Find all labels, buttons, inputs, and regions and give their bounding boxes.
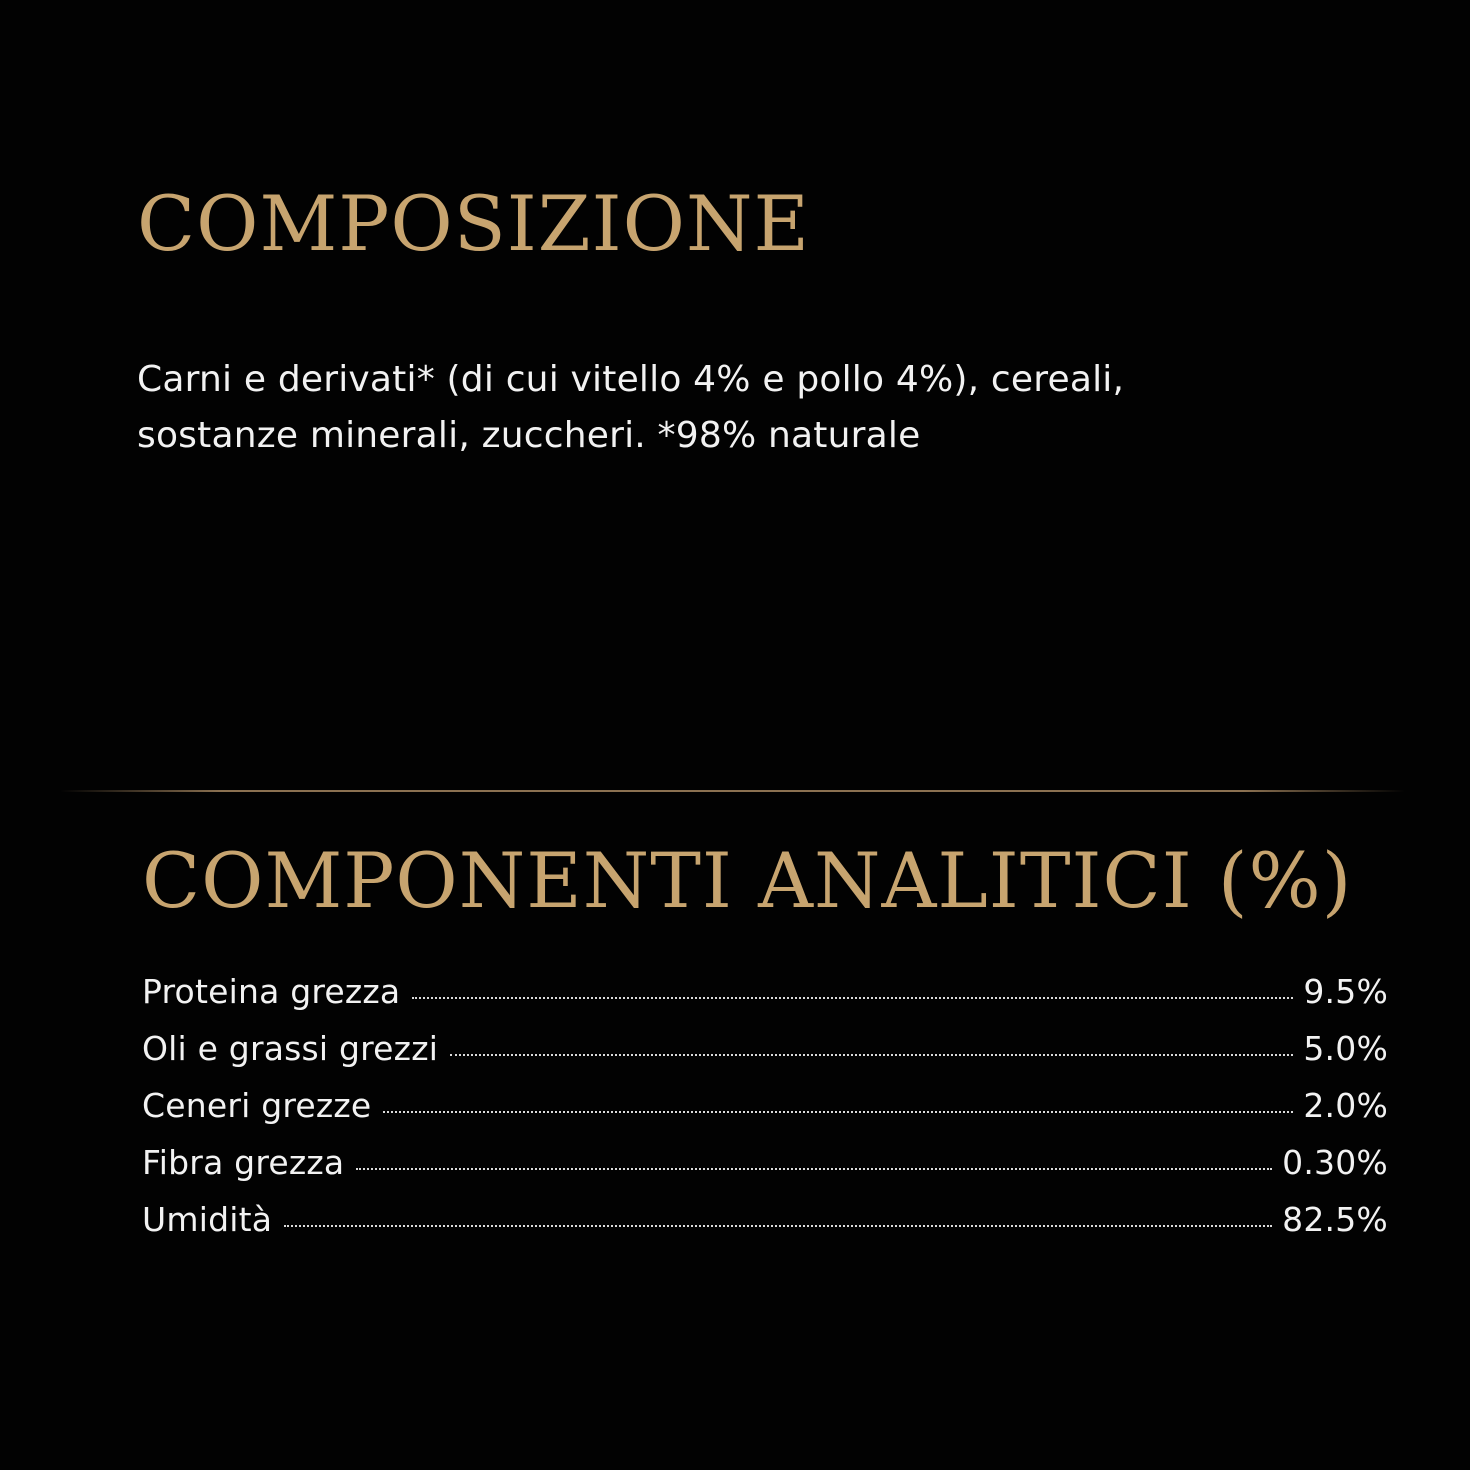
- analytic-row-proteina: [142, 972, 1388, 1029]
- leader-dots: [284, 1225, 1272, 1227]
- composition-heading: COMPOSIZIONE: [137, 179, 810, 268]
- analytic-row-label: Ceneri grezze: [142, 1086, 372, 1125]
- composition-description: [137, 352, 1337, 464]
- leader-dots: [383, 1111, 1293, 1113]
- analytic-row-label: Fibra grezza: [142, 1143, 345, 1182]
- analytic-row-label: Umidità: [142, 1200, 273, 1239]
- section-divider: [60, 790, 1405, 792]
- analytic-row-value: 9.5%: [1303, 972, 1388, 1011]
- analytic-row-oli-grassi: [142, 1029, 1388, 1086]
- analytic-row-value: 2.0%: [1303, 1086, 1388, 1125]
- composition-line-1: Carni e derivati* (di cui vitello 4% e pollo 4%), cereali,: [137, 359, 1125, 400]
- analytic-components-heading: COMPONENTI ANALITICI (%): [142, 836, 1353, 925]
- analytic-row-label: Proteina grezza: [142, 972, 401, 1011]
- analytic-components-table: [142, 972, 1388, 1257]
- analytic-row-value: 0.30%: [1282, 1143, 1388, 1182]
- composition-line-2: sostanze minerali, zuccheri. *98% naturale: [137, 415, 921, 456]
- analytic-row-value: 82.5%: [1282, 1200, 1388, 1239]
- analytic-row-fibra: [142, 1143, 1388, 1200]
- leader-dots: [412, 997, 1293, 999]
- leader-dots: [450, 1054, 1293, 1056]
- analytic-row-ceneri: [142, 1086, 1388, 1143]
- leader-dots: [356, 1168, 1272, 1170]
- analytic-row-umidita: [142, 1200, 1388, 1257]
- analytic-row-value: 5.0%: [1303, 1029, 1388, 1068]
- analytic-row-label: Oli e grassi grezzi: [142, 1029, 439, 1068]
